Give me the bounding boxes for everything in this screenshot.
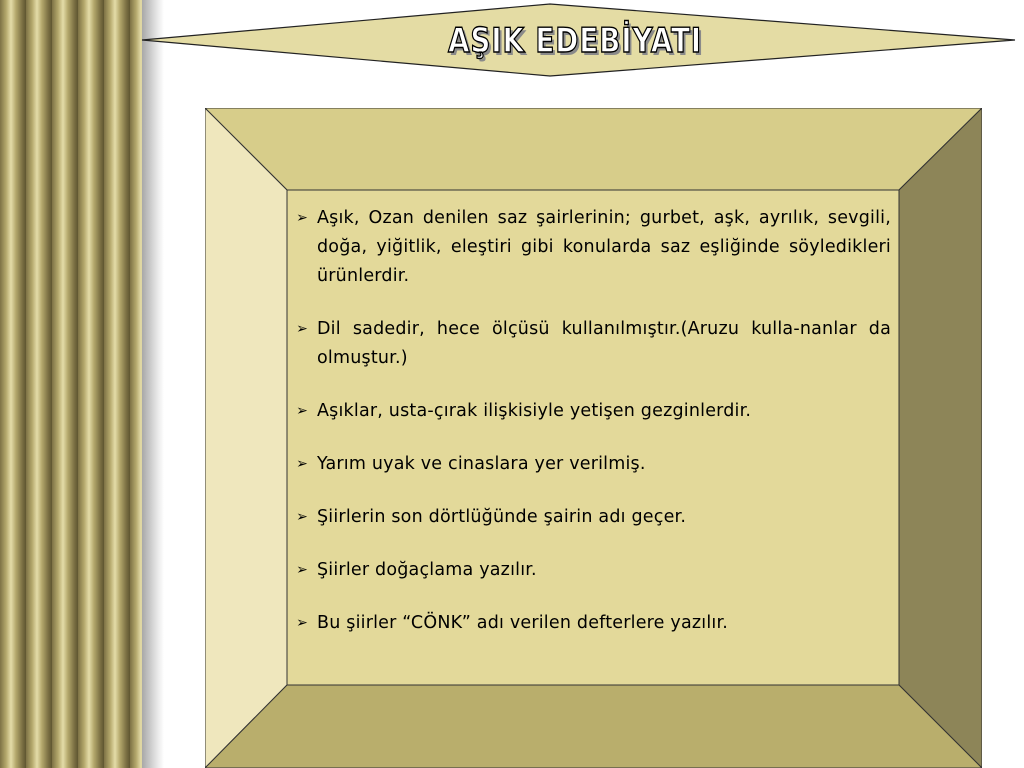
bullet-text: Aşık, Ozan denilen saz şairlerinin; gurbet, aşk, ayrılık, sevgili, doğa, yiğitlik, eleştiri gibi konularda saz eşliğinde söyledikleri ürünlerdir. bbox=[317, 208, 891, 286]
arrow-bullet-icon: ➢ bbox=[296, 615, 308, 631]
bullet-text: Yarım uyak ve cinaslara yer verilmiş. bbox=[317, 454, 646, 474]
bullet-item bbox=[287, 204, 891, 291]
arrow-bullet-icon: ➢ bbox=[296, 562, 308, 578]
bullet-item bbox=[287, 609, 891, 638]
bullet-list bbox=[287, 190, 897, 685]
bullet-text: Şiirler doğaçlama yazılır. bbox=[317, 560, 537, 580]
bullet-item bbox=[287, 556, 891, 585]
bullet-text: Dil sadedir, hece ölçüsü kullanılmıştır.(Aruzu kulla-nanlar da olmuştur.) bbox=[317, 319, 891, 368]
bullet-item bbox=[287, 503, 891, 532]
bullet-text: Şiirlerin son dörtlüğünde şairin adı geçer. bbox=[317, 507, 687, 527]
bullet-text: Bu şiirler “CÖNK” adı verilen defterlere yazılır. bbox=[317, 613, 729, 633]
arrow-bullet-icon: ➢ bbox=[296, 403, 308, 419]
arrow-bullet-icon: ➢ bbox=[296, 321, 308, 337]
column-shadow bbox=[142, 0, 164, 768]
arrow-bullet-icon: ➢ bbox=[296, 210, 308, 226]
bullet-item bbox=[287, 315, 891, 373]
bullet-item bbox=[287, 397, 891, 426]
arrow-bullet-icon: ➢ bbox=[296, 456, 308, 472]
decorative-column bbox=[0, 0, 142, 768]
bullet-item bbox=[287, 450, 891, 479]
slide-title: AŞIK EDEBİYATI bbox=[447, 21, 702, 61]
arrow-bullet-icon: ➢ bbox=[296, 509, 308, 525]
bullet-text: Aşıklar, usta-çırak ilişkisiyle yetişen gezginlerdir. bbox=[317, 401, 752, 421]
